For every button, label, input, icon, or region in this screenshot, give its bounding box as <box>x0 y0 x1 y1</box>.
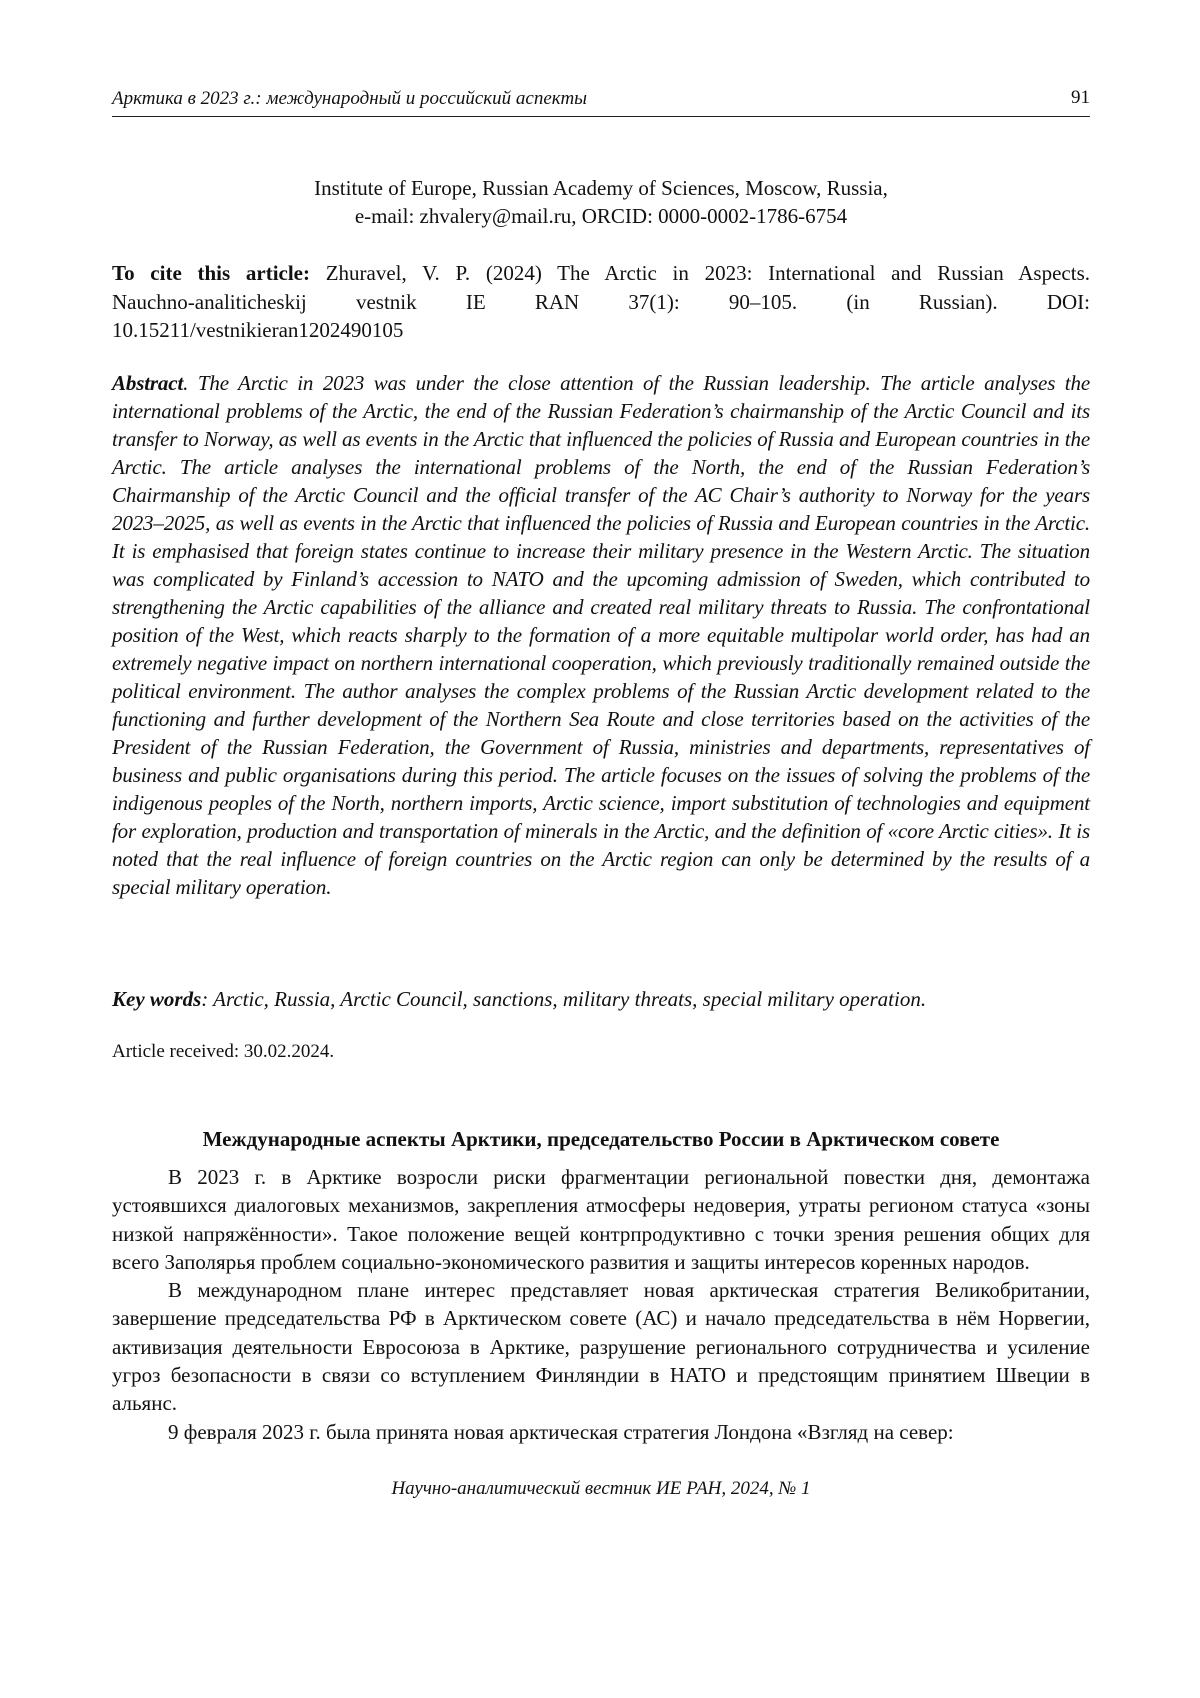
page-number: 91 <box>1071 87 1090 108</box>
citation-block <box>112 259 1090 345</box>
citation-line-1 <box>112 259 1090 288</box>
paragraph: В 2023 г. в Арктике возросли риски фрагментации региональной повестки дня, демонтажа устоявшихся диалоговых механизмов, закрепления атмосферы недоверия, утраты регионом статуса «зоны низкой напряжённости». Такое положение вещей контрпродуктивно с точки зрения решения общих для всего Заполярья проблем социально-экономического развития и защиты интересов коренных народов. <box>112 1165 1090 1274</box>
paragraph: В международном плане интерес представляет новая арктическая стратегия Великобритании, завершение председательства РФ в Арктическом совете (АС) и начало председательства в нём Норвегии, активизация деятельности Евросоюза в Арктике, разрушение регионального сотрудничества и усиление угроз безопасности в связи со вступлением Финляндии в НАТО и предстоящим принятием Швеции в альянс. <box>112 1278 1090 1416</box>
abstract-text: . The Arctic in 2023 was under the close attention of the Russian leadership. The article analyses the international problems of the Arctic, the end of the Russian Federation’s chairmanship of the Arctic Council and its transfer to Norway, as well as events in the Arctic that influenced the policies of Russia and European countries in the Arctic. The article analyses the international problems of the North, the end of the Russian Federation’s Chairmanship of the Arctic Council and the official transfer of the AC Chair’s authority to Norway for the years 2023–2025, as well as events in the Arctic that influenced the policies of Russia and European countries in the Arctic. It is emphasised that foreign states continue to increase their military presence in the Western Arctic. The situation was complicated by Finland’s accession to NATO and the upcoming admission of Sweden, which contributed to strengthening the Arctic capabilities of the alliance and created real military threats to Russia. The confrontational position of the West, which reacts sharply to the formation of a more equitable multipolar world order, has had an extremely negative impact on northern international cooperation, which previously traditionally remained outside the political environment. The author analyses the complex problems of the Russian Arctic development related to the functioning and further development of the Northern Sea Route and close territories based on the activities of the President of the Russian Federation, the Government of Russia, ministries and departments, representatives of business and public organisations during this period. The article focuses on the issues of solving the problems of the indigenous peoples of the North, northern imports, Arctic science, import substitution of technologies and equipment for exploration, production and transportation of minerals in the Arctic, and the definition of «core Arctic cities». It is noted that the real influence of foreign countries on the Arctic region can only be determined by the results of a special military operation. <box>112 371 1090 899</box>
institute-line: Institute of Europe, Russian Academy of Sciences, Moscow, Russia, <box>314 176 888 200</box>
journal-footer: Научно-аналитический вестник ИЕ РАН, 2024, № 1 <box>391 1478 811 1499</box>
abstract-label: Abstract <box>112 371 184 395</box>
keywords-label: Key words <box>112 987 202 1011</box>
citation-line-2: Nauchno-analiticheskij vestnik IE RAN 37(1): 90–105. (in Russian). DOI: <box>112 289 1090 314</box>
paragraph: 9 февраля 2023 г. была принята новая арктическая стратегия Лондона «Взгляд на север: <box>168 1419 954 1444</box>
section-body <box>112 1163 1090 1446</box>
contact-line: e-mail: zhvalery@mail.ru, ORCID: 0000-0002-1786-6754 <box>354 204 848 228</box>
citation-line-3: 10.15211/vestnikieran1202490105 <box>112 318 404 342</box>
running-header <box>112 78 1090 117</box>
abstract <box>112 369 1090 901</box>
keywords <box>112 985 1090 1013</box>
keywords-text: : Arctic, Russia, Arctic Council, sanctions, military threats, special military operation. <box>201 987 927 1011</box>
section-heading: Международные аспекты Арктики, председательство России в Арктическом совете <box>202 1127 1000 1151</box>
article-received: Article received: 30.02.2024. <box>112 1041 335 1062</box>
citation-label: To cite this article: <box>112 261 310 285</box>
running-title: Арктика в 2023 г.: международный и российский аспекты <box>112 88 588 109</box>
author-affiliation <box>112 174 1090 230</box>
citation-text-1: Zhuravel, V. P. (2024) The Arctic in 2023: International and Russian Aspects. <box>325 261 1090 285</box>
